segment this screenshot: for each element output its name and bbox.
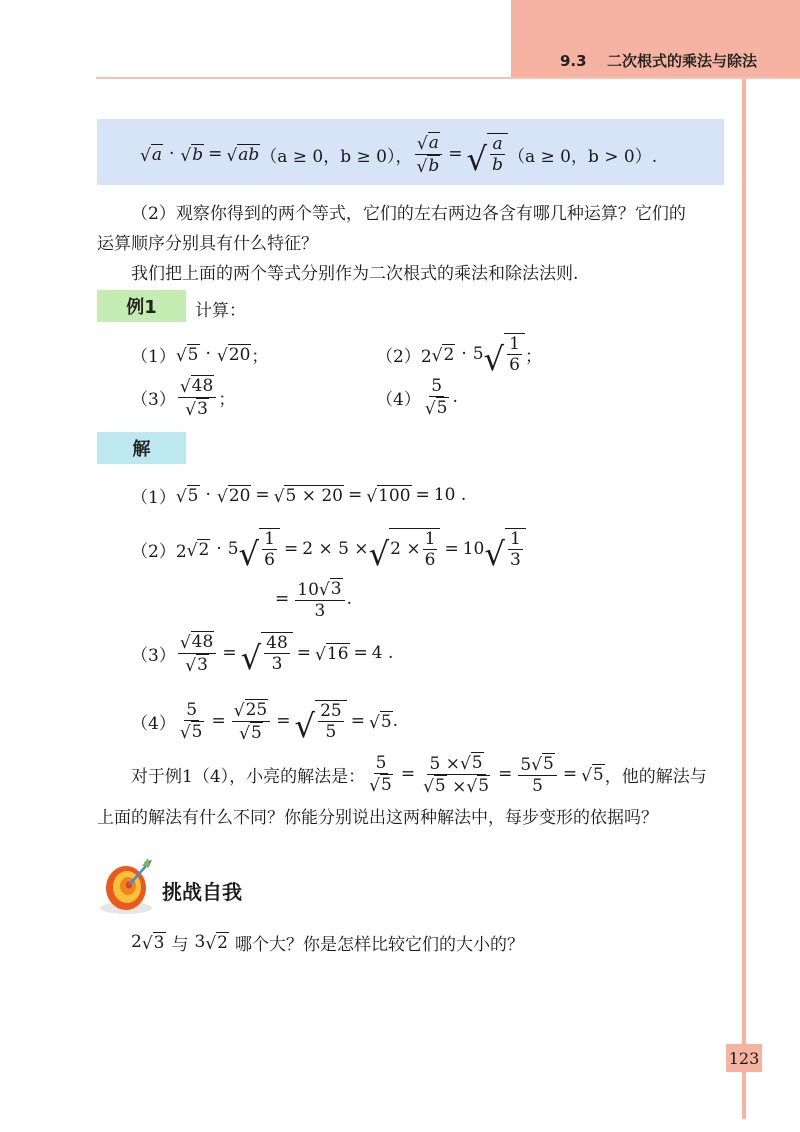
challenge-question-text: 哪个大？你是怎样比较它们的大小的？ bbox=[235, 934, 524, 955]
rule1-condition: （a ≥ 0，b ≥ 0）， bbox=[260, 146, 413, 167]
problem-1: （1） √ 5 · √ 20 ； bbox=[131, 344, 269, 367]
question-line-2: 运算顺序分别具有什么特征？ bbox=[97, 234, 318, 254]
solution-1: （1） √ 5 · √ 20 = √ 5 × 20 = √ 100 = 10 . bbox=[131, 485, 467, 508]
solution-2-line-2: = 10 √ 3 3 . bbox=[275, 578, 352, 621]
rules-sentence: 我们把上面的两个等式分别作为二次根式的乘法和除法法则. bbox=[131, 264, 579, 284]
question-line-1: （2）观察你得到的两个等式，它们的左右两边各含有哪几种运算？它们的 bbox=[131, 204, 686, 224]
alternate-method-line-1: 对于例1（4），小亮的解法是： 5 √ 5 = 5 × √ 5 √ 5 × √ 5 = 5 √ 5 5 = √ 5 ，他的解法与 bbox=[131, 752, 707, 797]
challenge-title: 挑战自我 bbox=[162, 880, 242, 904]
solution-3: （3） √ 48 √ 3 = √ $\frac{48}{3}$ = √ 16 = 4 . bbox=[131, 631, 394, 677]
solution-label: 解 bbox=[97, 432, 186, 464]
alternate-method-prefix: 对于例1（4），小亮的解法是： bbox=[131, 766, 366, 787]
solution-2-line-1: （2）2 √ 2 · 5 √ $\frac{1}{6}$ = 2 × 5 × √ 2 × $\frac{1}{6}$ = 10 √ $\frac{1}{3}$ bbox=[131, 526, 526, 572]
section-header bbox=[560, 50, 757, 71]
alternate-method-line-2: 上面的解法有什么不同？你能分别说出这两种解法中，每步变形的依据吗？ bbox=[97, 808, 658, 828]
alternate-method-suffix: ，他的解法与 bbox=[604, 766, 707, 787]
rule1-product: ab bbox=[238, 144, 260, 165]
page-number: 123 bbox=[726, 1044, 762, 1072]
problem-3: （3） √ 48 √ 3 ； bbox=[131, 375, 236, 420]
section-title: 二次根式的乘法与除法 bbox=[607, 52, 758, 70]
challenge-question: 2 √ 3 与 3 √ 2 哪个大？你是怎样比较它们的大小的？ bbox=[131, 928, 524, 956]
margin-rule bbox=[742, 79, 746, 1119]
rules-formulas: √ a · √ b = √ ab （a ≥ 0，b ≥ 0）， √ a √ b = √ $\frac{a}{b}$ （a ≥ 0，b > 0）. bbox=[140, 132, 658, 178]
problem-2: （2）2 √ 2 · 5 √ $\frac{1}{6}$ ； bbox=[376, 334, 542, 378]
example-instruction: 计算： bbox=[195, 301, 246, 321]
problem-4: （4） 5 √ 5 . bbox=[376, 375, 458, 419]
header-divider bbox=[96, 77, 800, 79]
solution-4: （4） 5 √ 5 = √ 25 √ 5 = √ $\frac{25}{5}$ = √ 5 . bbox=[131, 699, 399, 745]
section-number: 9.3 bbox=[560, 52, 587, 70]
rule2-condition: （a ≥ 0，b > 0）. bbox=[507, 146, 658, 167]
target-icon bbox=[98, 852, 158, 916]
example-label: 例1 bbox=[97, 290, 186, 322]
